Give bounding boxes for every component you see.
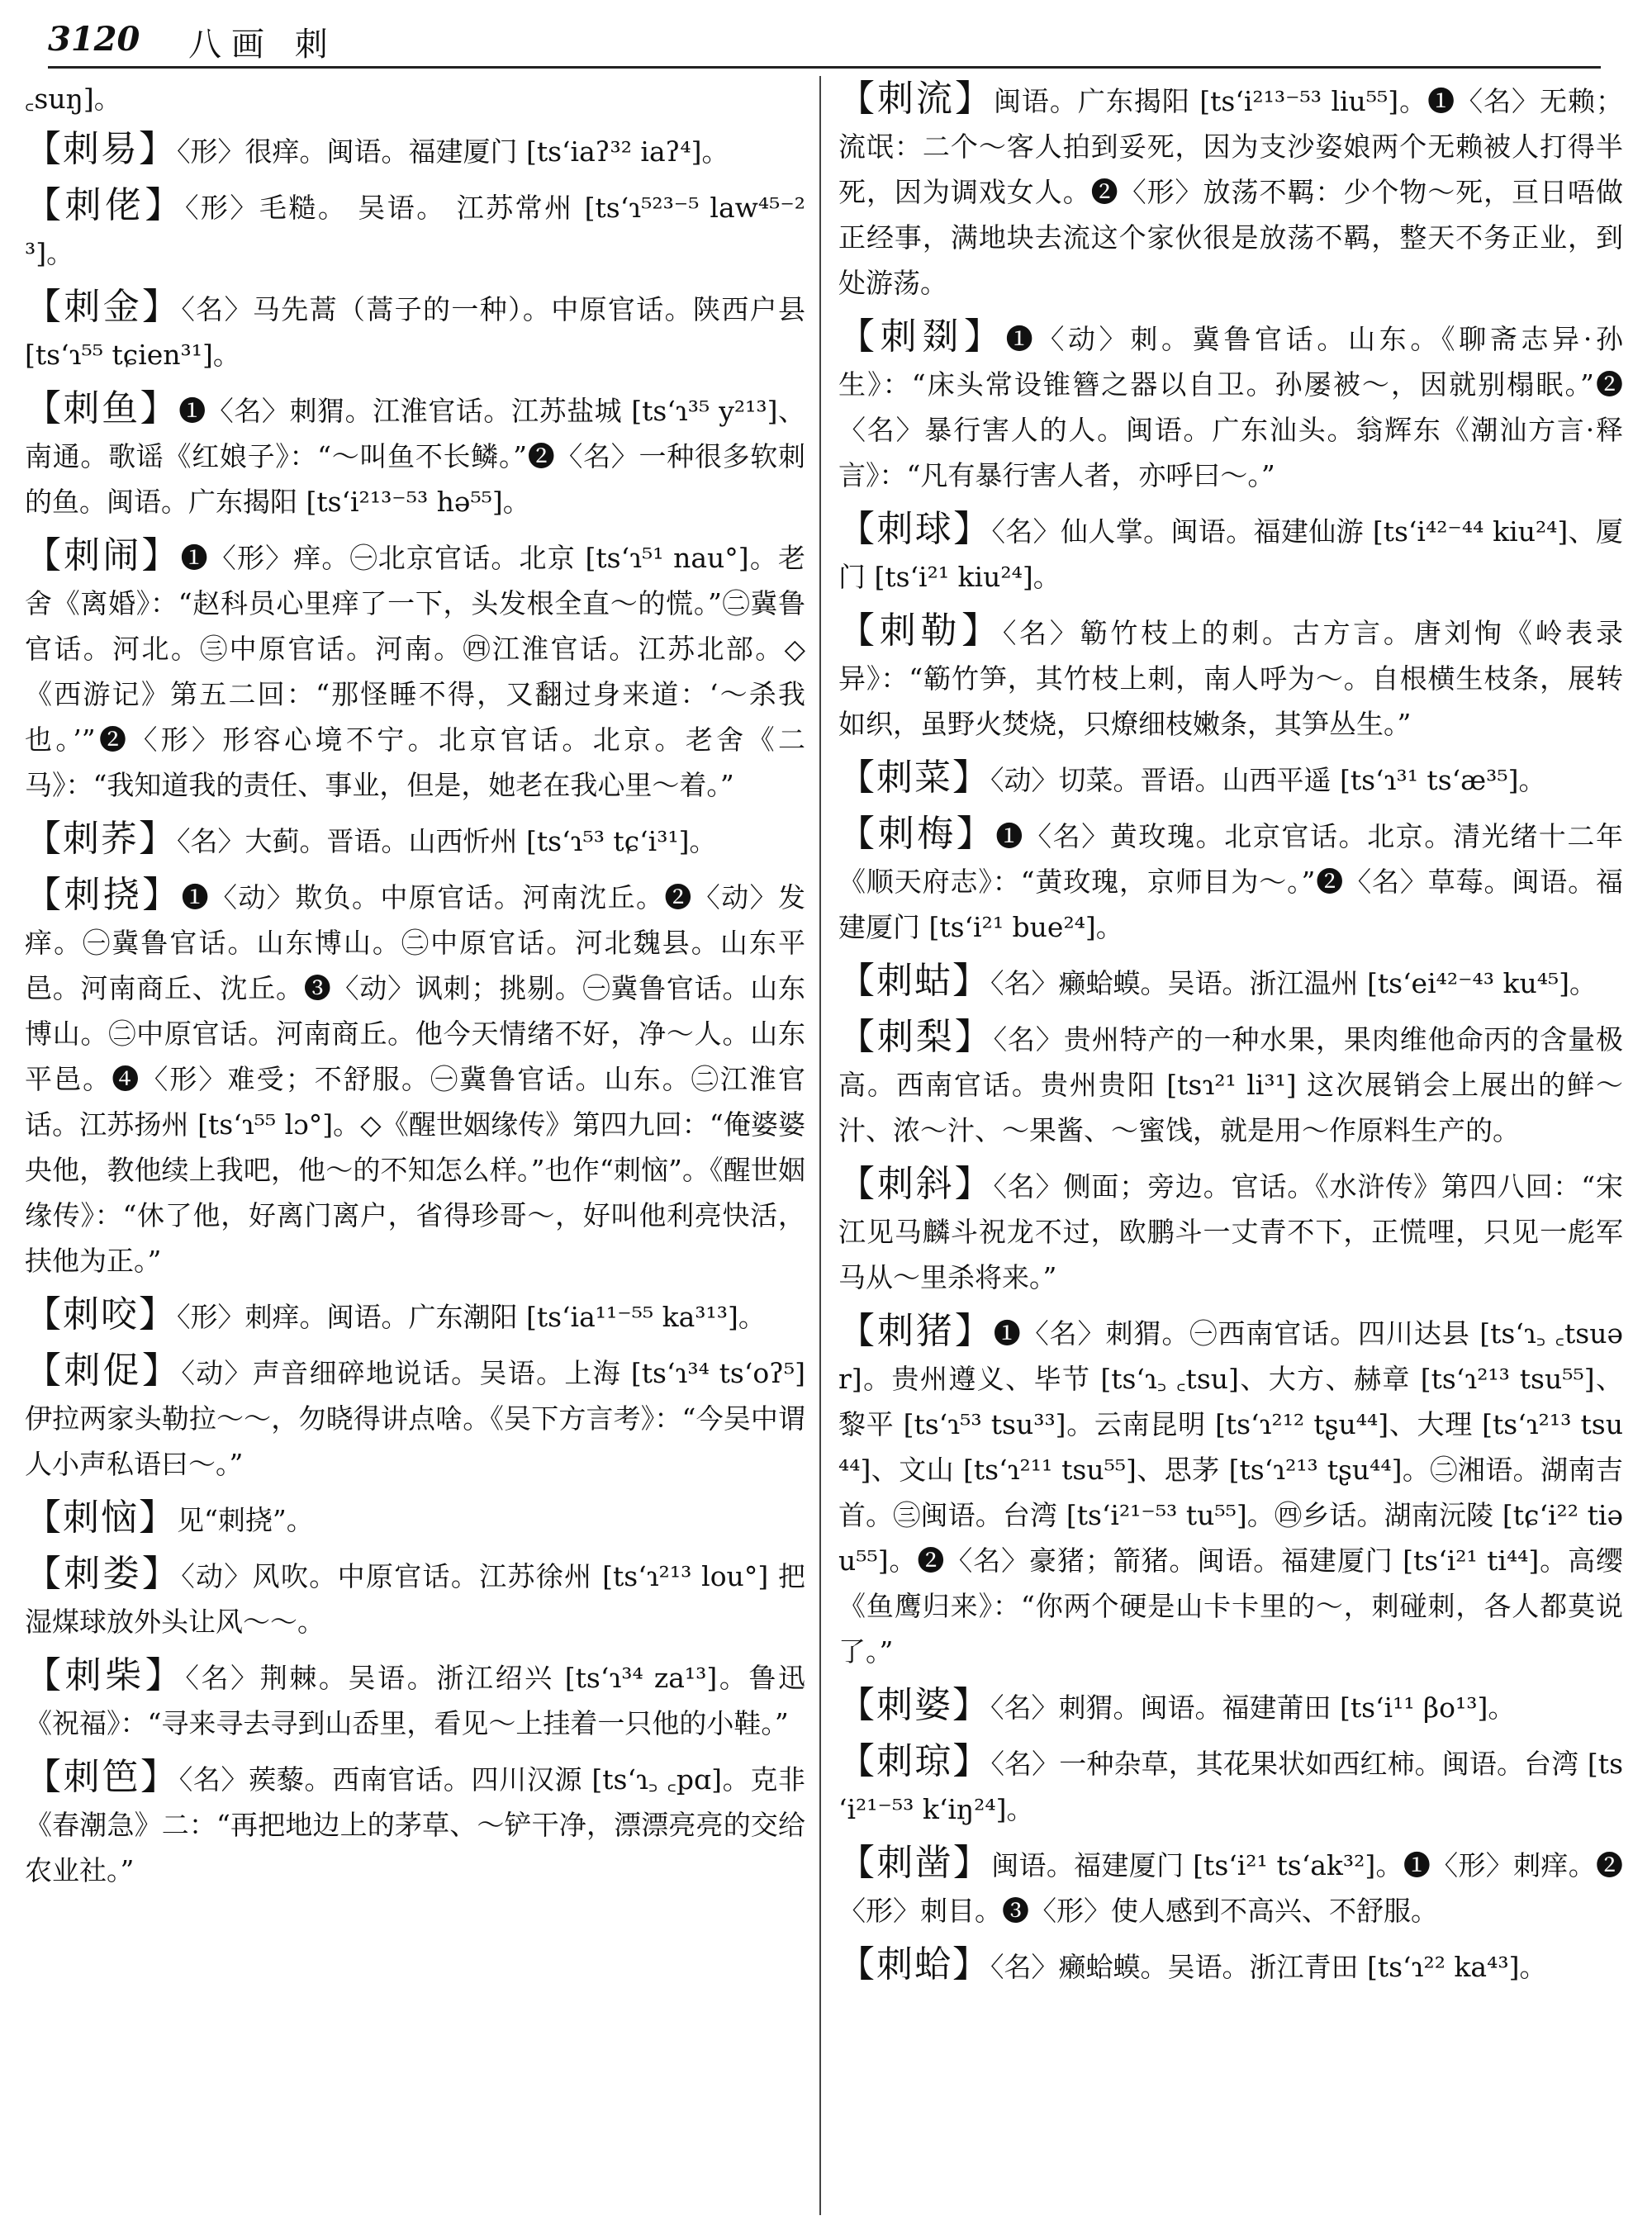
- entry-headword: 【刺蛄】: [838, 960, 990, 1002]
- dictionary-entry: [25, 1292, 805, 1340]
- entry-headword: 【刺梅】: [838, 813, 996, 855]
- dictionary-entry: [838, 1161, 1623, 1300]
- dictionary-entry: [25, 1495, 805, 1543]
- entry-headword: 【刺金】: [25, 286, 182, 328]
- entry-definition: ❶〈名〉黄玫瑰。北京官话。北京。清光绪十二年《顺天府志》：“黄玫瑰，京师目为～。”❷〈名〉草莓。闽语。福建厦门 [tsʻi²¹ bue²⁴]。: [838, 820, 1623, 943]
- dictionary-entry: [838, 755, 1623, 803]
- dictionary-entry: [25, 1754, 805, 1893]
- right-column: [838, 76, 1623, 2215]
- entry-definition: 〈形〉刺痒。闽语。广东潮阳 [tsʻia¹¹⁻⁵⁵ ka³¹³]。: [177, 1301, 766, 1333]
- entry-headword: 【刺流】: [838, 78, 994, 120]
- dictionary-entry: [838, 1014, 1623, 1153]
- dictionary-entry: [25, 872, 805, 1283]
- page-header: [48, 17, 1601, 69]
- entry-headword: 【刺猪】: [838, 1310, 994, 1352]
- column-divider: [819, 76, 821, 2215]
- entry-definition: 闽语。广东揭阳 [tsʻi²¹³⁻⁵³ liu⁵⁵]。❶〈名〉无赖；流氓：二个～客人拍到妥死，因为支沙姿娘两个无赖被人打得半死，因为调戏女人。❷〈形〉放荡不羁：少个物～死，亘日唔做正经事，满地块去流这个家伙很是放荡不羁，整天不务正业，到处游荡。: [838, 85, 1623, 299]
- dictionary-entry: [838, 1682, 1623, 1730]
- entry-definition: 〈名〉侧面；旁边。官话。《水浒传》第四八回：“宋江见马麟斗祝龙不过，欧鹏斗一丈青不下，正慌哩，只见一彪军马从～里杀将来。”: [838, 1170, 1623, 1293]
- entry-headword: 【刺球】: [838, 508, 992, 550]
- entry-definition: 〈名〉刺猬。闽语。福建莆田 [tsʻi¹¹ βo¹³]。: [990, 1691, 1516, 1724]
- dictionary-entry: [25, 386, 805, 524]
- dictionary-entry: [838, 506, 1623, 600]
- entry-definition: 〈名〉贵州特产的一种水果，果肉维他命丙的含量极高。西南官话。贵州贵阳 [tsɿ²¹ li³¹] 这次展销会上展出的鲜～汁、浓～汁、～果酱、～蜜饯，就是用～作原料生产的。: [838, 1023, 1623, 1146]
- dictionary-entry: [25, 284, 805, 377]
- entry-headword: 【刺鱼】: [25, 387, 179, 429]
- entry-definition: 〈名〉癞蛤蟆。吴语。浙江青田 [tsʻɿ²² ka⁴³]。: [990, 1951, 1547, 1983]
- entry-definition: 〈动〉声音细碎地说话。吴语。上海 [tsʻɿ³⁴ tsʻoʔ⁵] 伊拉两家头勒拉～～，勿晓得讲点啥。《吴下方言考》：“今吴中谓人小声私语曰～。”: [25, 1357, 805, 1480]
- entry-definition: 〈动〉切菜。晋语。山西平遥 [tsʻɿ³¹ tsʻæ³⁵]。: [990, 764, 1546, 796]
- entry-headword: 【刺柴】: [25, 1654, 186, 1696]
- entry-headword: 【刺佬】: [25, 184, 185, 226]
- right-entry-list: [838, 76, 1623, 1990]
- entry-definition: 〈名〉仙人掌。闽语。福建仙游 [tsʻi⁴²⁻⁴⁴ kiu²⁴]、厦门 [tsʻi²¹ kiu²⁴]。: [838, 515, 1623, 593]
- page-number: 3120: [48, 20, 140, 59]
- entry-definition: 〈形〉很痒。闽语。福建厦门 [tsʻiaʔ³² iaʔ⁴]。: [177, 135, 729, 168]
- dictionary-entry: [25, 1653, 805, 1746]
- dictionary-entry: [838, 958, 1623, 1006]
- entry-headword: 【刺笆】: [25, 1756, 179, 1798]
- dictionary-entry: [25, 126, 805, 174]
- entry-headword: 【刺梨】: [838, 1016, 994, 1058]
- dictionary-entry: [838, 1308, 1623, 1674]
- entry-headword: 【刺娄】: [25, 1553, 182, 1595]
- entry-headword: 【刺蛤】: [838, 1943, 990, 1986]
- entry-definition: ❶〈形〉痒。㊀北京官话。北京 [tsʻɿ⁵¹ nau°]。老舍《离婚》：“赵科员心里痒了一下，头发根全直～的慌。”㊁冀鲁官话。河北。㊂中原官话。河南。㊃江淮官话。江苏北部。◇《西游记》第五二回：“那怪睡不得，又翻过身来道：‘～杀我也。’”❷〈形〉形容心境不宁。北京官话。北京。老舍《二马》：“我知道我的责任、事业，但是，她老在我心里～着。”: [25, 542, 805, 801]
- dictionary-entry: [838, 1739, 1623, 1832]
- dictionary-entry: [838, 76, 1623, 306]
- section-title: 八画 刺: [188, 26, 338, 64]
- entry-headword: 【刺斜】: [838, 1163, 994, 1205]
- dictionary-entry: [838, 1840, 1623, 1933]
- entry-definition: 闽语。福建厦门 [tsʻi²¹ tsʻak³²]。❶〈形〉刺痒。❷〈形〉刺目。❸〈形〉使人感到不高兴、不舒服。: [838, 1849, 1623, 1927]
- entry-definition: 见“刺挠”。: [177, 1504, 314, 1536]
- entry-definition: 〈名〉簕竹枝上的刺。古方言。唐刘恂《岭表录异》：“簕竹笋，其竹枝上刺，南人呼为～。自根横生枝条，展转如织，虽野火焚烧，只燎细枝嫩条，其笋丛生。”: [838, 617, 1623, 740]
- entry-headword: 【刺菜】: [838, 757, 990, 799]
- entry-headword: 【刺闹】: [25, 534, 181, 576]
- entry-definition: 〈名〉大蓟。晋语。山西忻州 [tsʻɿ⁵³ tɕʻi³¹]。: [177, 825, 717, 857]
- dictionary-entry: [25, 1551, 805, 1644]
- entry-definition: 〈名〉一种杂草，其花果状如西红柿。闽语。台湾 [tsʻi²¹⁻⁵³ kʻiŋ²⁴]。: [838, 1748, 1623, 1825]
- entry-definition: 〈名〉蒺藜。西南官话。四川汉源 [tsʻɿ꜆ ꜀pɑ]。克非《春潮急》二：“再把地边上的茅草、～铲干净，漂漂亮亮的交给农业社。”: [25, 1763, 805, 1886]
- entry-definition: 〈名〉癞蛤蟆。吴语。浙江温州 [tsʻei⁴²⁻⁴³ ku⁴⁵]。: [990, 967, 1597, 999]
- dictionary-entry: [25, 533, 805, 808]
- entry-headword: 【刺凿】: [838, 1842, 992, 1884]
- entry-headword: 【刺勒】: [838, 610, 1003, 652]
- dictionary-entry: [838, 608, 1623, 747]
- dictionary-entry: [838, 811, 1623, 950]
- entry-definition: 〈形〉毛糙。 吴语。 江苏常州 [tsʻɿ⁵²³⁻⁵ law⁴⁵⁻²³]。: [25, 192, 805, 269]
- left-column: [25, 76, 805, 2215]
- entry-definition: ❶〈动〉刺。冀鲁官话。山东。《聊斋志异·孙生》：“床头常设锥簪之器以自卫。孙屡被～，因就别榻眠。”❷〈名〉暴行害人的人。闽语。广东汕头。翁辉东《潮汕方言·释言》：“凡有暴行害人者，亦呼曰～。”: [838, 323, 1623, 491]
- entry-headword: 【刺剟】: [838, 316, 1006, 358]
- entry-definition: ❶〈名〉刺猬。㊀西南官话。四川达县 [tsʻɿ꜆ ꜀tsuər]。贵州遵义、毕节 [tsʻɿ꜆ ꜀tsu]、大方、赫章 [tsʻɿ²¹³ tsu⁵⁵]、黎平 [tsʻɿ⁵³ tsu³³]。云南昆明 [tsʻɿ²¹² tʂu⁴⁴]、大理 [tsʻɿ²¹³ tsu⁴⁴]、文山 [tsʻɿ²¹¹ tsu⁵⁵]、思茅 [tsʻɿ²¹³ tʂu⁴⁴]。㊁湘语。湖南吉首。㊂闽语。台湾 [tsʻi²¹⁻⁵³ tu⁵⁵]。㊃乡话。湖南沅陵 [tɕʻi²² tiəu⁵⁵]。❷〈名〉豪猪；箭猪。闽语。福建厦门 [tsʻi²¹ ti⁴⁴]。高缨《鱼鹰归来》：“你两个硬是山卡卡里的～，刺碰刺，各人都莫说了。”: [838, 1317, 1623, 1668]
- entry-headword: 【刺挠】: [25, 874, 182, 916]
- left-entry-list: [25, 126, 805, 1893]
- entry-definition: 〈名〉荆棘。吴语。浙江绍兴 [tsʻɿ³⁴ za¹³]。鲁迅《祝福》：“寻来寻去寻到山岙里，看见～上挂着一只他的小鞋。”: [25, 1662, 805, 1739]
- entry-headword: 【刺荞】: [25, 818, 177, 860]
- entry-definition: 〈名〉马先蒿（蒿子的一种）。中原官话。陕西户县 [tsʻɿ⁵⁵ tɕien³¹]。: [25, 293, 805, 371]
- dictionary-entry: [25, 183, 805, 276]
- entry-definition: ❶〈动〉欺负。中原官话。河南沈丘。❷〈动〉发痒。㊀冀鲁官话。山东博山。㊁中原官话。河北魏县。山东平邑。河南商丘、沈丘。❸〈动〉讽刺；挑剔。㊀冀鲁官话。山东博山。㊁中原官话。河南商丘。他今天情绪不好，净～人。山东平邑。❹〈形〉难受；不舒服。㊀冀鲁官话。山东。㊁江淮官话。江苏扬州 [tsʻɿ⁵⁵ lɔ°]。◇《醒世姻缘传》第四九回：“俺婆婆央他，教他续上我吧，他～的不知怎么样。”也作“刺恼”。《醒世姻缘传》：“休了他，好离门离户，省得珍哥～，好叫他利亮快活，扶他为正。”: [25, 881, 805, 1277]
- entry-headword: 【刺易】: [25, 128, 177, 170]
- entry-headword: 【刺促】: [25, 1350, 182, 1392]
- entry-definition: ❶〈名〉刺猬。江淮官话。江苏盐城 [tsʻɿ³⁵ y²¹³]、南通。歌谣《红娘子》：“～叫鱼不长鳞。”❷〈名〉一种很多软刺的鱼。闽语。广东揭阳 [tsʻi²¹³⁻⁵³ hə⁵⁵]。: [25, 395, 805, 518]
- dictionary-entry: [838, 314, 1623, 498]
- dictionary-entry: [25, 1348, 805, 1487]
- dictionary-entry: [838, 1942, 1623, 1990]
- entry-definition: 〈动〉风吹。中原官话。江苏徐州 [tsʻɿ²¹³ lou°] 把湿煤球放外头让风～～。: [25, 1560, 805, 1638]
- dictionary-entry: [25, 816, 805, 864]
- entry-headword: 【刺恼】: [25, 1497, 177, 1539]
- entry-headword: 【刺婆】: [838, 1684, 990, 1726]
- continuation-text: ꜀suŋ]。: [25, 83, 121, 115]
- entry-headword: 【刺琼】: [838, 1740, 991, 1782]
- entry-headword: 【刺咬】: [25, 1293, 177, 1336]
